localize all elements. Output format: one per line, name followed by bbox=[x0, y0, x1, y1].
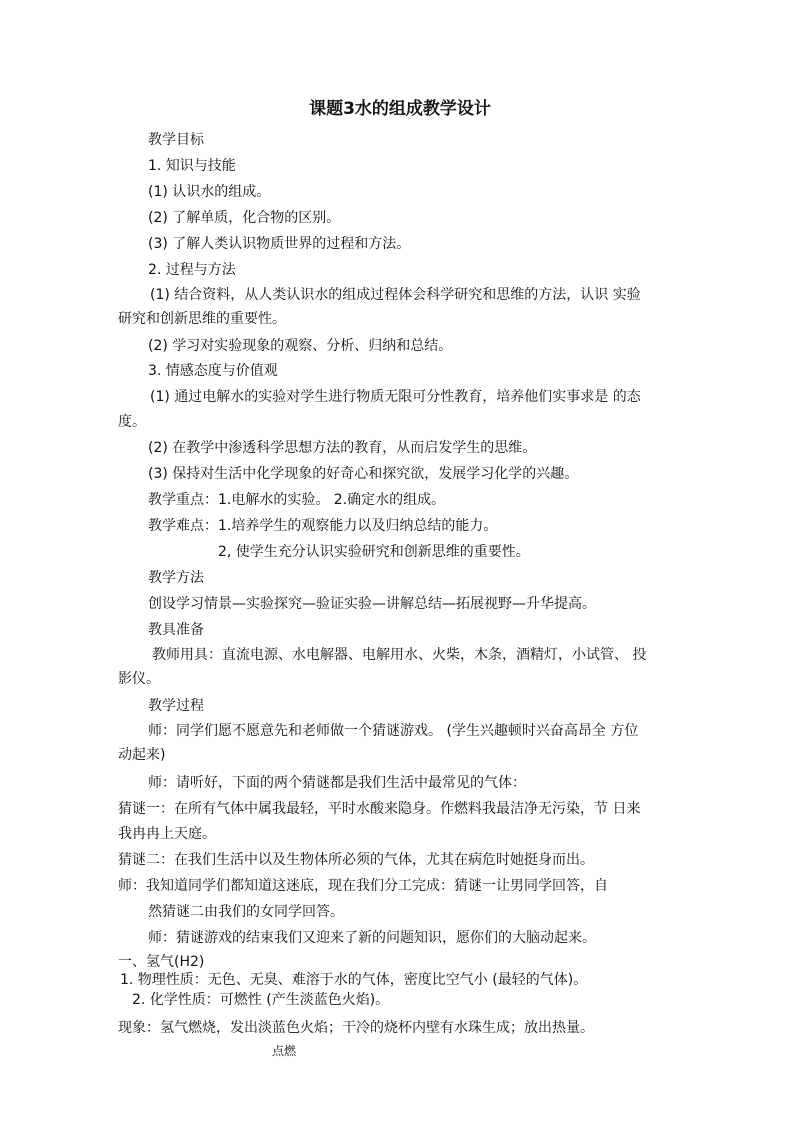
text-line: 师：我知道同学们都知道这迷底，现在我们分工完成：猜谜一让男同学回答，自 bbox=[118, 878, 608, 894]
text-line: 1. 知识与技能 bbox=[148, 158, 236, 174]
text-line: 2, 使学生充分认识实验研究和创新思维的重要性。 bbox=[218, 544, 530, 560]
text-line: 2. 化学性质：可燃性 (产生淡蓝色火焰)。 bbox=[132, 992, 390, 1008]
text-line: 点燃 bbox=[272, 1044, 297, 1058]
text-line: (2) 在教学中渗透科学思想方法的教育，从而启发学生的思维。 bbox=[148, 440, 537, 456]
text-line: (2) 学习对实验现象的观察、分析、归纳和总结。 bbox=[148, 338, 453, 354]
text-line: 教学重点：1.电解水的实验。 2.确定水的组成。 bbox=[148, 492, 446, 508]
text-line: 猜谜二：在我们生活中以及生物体所必须的气体，尤其在病危时她挺身而出。 bbox=[118, 852, 594, 868]
text-line: 教学难点：1.培养学生的观察能力以及归纳总结的能力。 bbox=[148, 518, 498, 534]
text-line: 一、氢气(H2) bbox=[118, 954, 205, 970]
text-line: 教师用具：直流电源、水电解器、电解用水、火柴，木条，酒精灯，小试管、 投 bbox=[152, 647, 647, 663]
text-line: 动起来) bbox=[118, 747, 166, 763]
text-line: 猜谜一：在所有气体中属我最轻，平时水酸来隐身。作燃料我最洁净无污染，节 日来 bbox=[118, 801, 641, 817]
text-line: 教学目标 bbox=[148, 132, 204, 148]
text-line: (3) 保持对生活中化学现象的好奇心和探究欲，发展学习化学的兴趣。 bbox=[148, 466, 579, 482]
text-line: 教学过程 bbox=[148, 698, 204, 714]
text-line: 研究和创新思维的重要性。 bbox=[118, 311, 286, 327]
text-line: 教具准备 bbox=[148, 622, 204, 638]
text-line: (3) 了解人类认识物质世界的过程和方法。 bbox=[148, 236, 411, 252]
text-line: 师：请听好，下面的两个猜谜都是我们生活中最常见的气体： bbox=[148, 775, 526, 791]
text-line: (2) 了解单质，化合物的区别。 bbox=[148, 210, 341, 226]
text-line: 度。 bbox=[118, 414, 146, 430]
text-line: (1) 通过电解水的实验对学生进行物质无限可分性教育，培养他们实事求是 的态 bbox=[150, 389, 641, 405]
text-line: 然猜谜二由我们的女同学回答。 bbox=[148, 904, 344, 920]
text-line: 现象：氢气燃烧，发出淡蓝色火焰；干冷的烧杯内壁有水珠生成；放出热量。 bbox=[118, 1020, 594, 1036]
text-line: 1. 物理性质：无色、无臭、难溶于水的气体，密度比空气小 (最轻的气体)。 bbox=[120, 972, 588, 988]
text-line: 师：猜谜游戏的结束我们又迎来了新的问题知识，愿你们的大脑动起来。 bbox=[148, 930, 596, 946]
text-line: 3. 情感态度与价值观 bbox=[148, 363, 278, 379]
text-line: 创设学习情景—实验探究—验证实验—讲解总结—拓展视野—升华提高。 bbox=[148, 596, 596, 612]
text-line: 教学方法 bbox=[148, 570, 204, 586]
text-line: 师：同学们愿不愿意先和老师做一个猜谜游戏。 (学生兴趣顿时兴奋高昂全 方位 bbox=[148, 723, 639, 739]
text-line: 2. 过程与方法 bbox=[148, 262, 236, 278]
text-line: (1) 结合资料，从人类认识水的组成过程体会科学研究和思维的方法，认识 实验 bbox=[150, 287, 641, 303]
text-line: 影仪。 bbox=[118, 671, 160, 687]
text-line: 我冉冉上天庭。 bbox=[118, 826, 216, 842]
text-line: (1) 认识水的组成。 bbox=[148, 184, 271, 200]
document-title: 课题3水的组成教学设计 bbox=[309, 99, 491, 119]
